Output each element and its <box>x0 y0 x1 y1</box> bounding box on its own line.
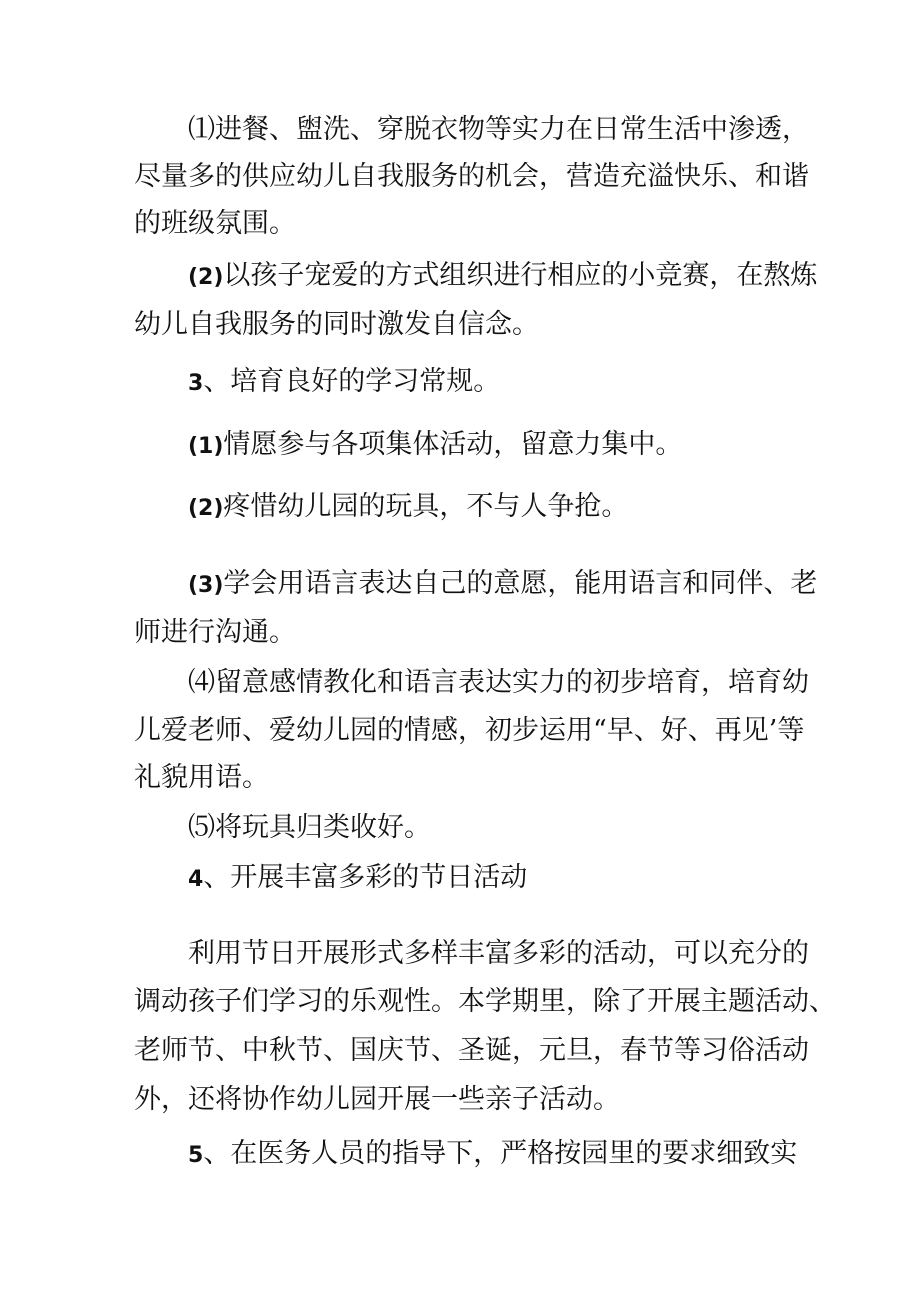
paragraph-1-line-1: ⑴进餐、盥洗、穿脱衣物等实力在日常生活中渗透， <box>188 114 809 145</box>
section-heading-3 <box>188 364 500 402</box>
section-5-text: 、在医务人员的指导下，严格按园里的要求细致实 <box>203 1138 798 1169</box>
section-4-text: 、开展丰富多彩的节日活动 <box>203 862 528 893</box>
item-3-number: (3) <box>188 573 224 598</box>
item-2-text: 疼惜幼儿园的玩具，不与人争抢。 <box>223 491 629 522</box>
paragraph-2-text: 以孩子宠爱的方式组织进行相应的小竞赛，在熬炼 <box>223 260 818 291</box>
paragraph-2-line-1 <box>188 258 817 296</box>
section-heading-4 <box>188 860 527 898</box>
holiday-paragraph-line-2: 调动孩子们学习的乐观性。本学期里，除了开展主题活动、 <box>134 986 836 1017</box>
section-4-number: 4 <box>188 867 204 892</box>
paragraph-1-line-2: 尽量多的供应幼儿自我服务的机会，营造充溢快乐、和谐 <box>134 161 809 192</box>
item-2 <box>188 489 628 527</box>
section-5-number: 5 <box>188 1143 204 1168</box>
section-heading-5 <box>188 1136 797 1174</box>
holiday-paragraph-line-4: 外，还将协作幼儿园开展一些亲子活动。 <box>134 1084 620 1115</box>
item-3-text: 学会用语言表达自己的意愿，能用语言和同伴、老 <box>223 568 818 599</box>
paragraph-2-number: (2) <box>188 265 224 290</box>
item-4-line-2: 儿爱老师、爱幼儿园的情感，初步运用“早、好、再见’等 <box>134 715 805 746</box>
item-1 <box>188 427 682 465</box>
item-3-line-1 <box>188 566 817 604</box>
section-3-number: 3 <box>188 371 204 396</box>
section-3-text: 、培育良好的学习常规。 <box>203 366 501 397</box>
holiday-paragraph-line-3: 老师节、中秋节、国庆节、圣诞，元旦，春节等习俗活动 <box>134 1035 809 1066</box>
item-4-line-1: ⑷留意感情教化和语言表达实力的初步培育，培育幼 <box>188 667 809 698</box>
holiday-paragraph-line-1: 利用节日开展形式多样丰富多彩的活动，可以充分的 <box>188 938 809 969</box>
item-4-line-3: 礼貌用语。 <box>134 762 269 793</box>
paragraph-2-line-2: 幼儿自我服务的同时激发自信念。 <box>134 309 539 340</box>
item-2-number: (2) <box>188 496 224 521</box>
item-5: ⑸将玩具归类收好。 <box>188 812 431 843</box>
paragraph-1-line-3: 的班级氛围。 <box>134 208 296 239</box>
item-1-number: (1) <box>188 434 224 459</box>
item-3-line-2: 师进行沟通。 <box>134 617 296 648</box>
item-1-text: 情愿参与各项集体活动，留意力集中。 <box>223 429 683 460</box>
